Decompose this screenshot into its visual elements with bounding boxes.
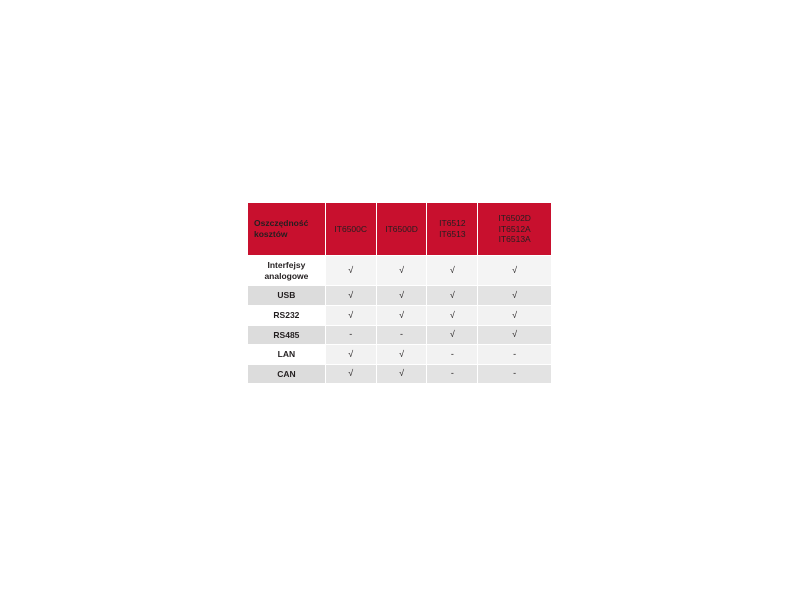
cell-value: √ (348, 265, 354, 275)
cell-value: √ (348, 348, 354, 359)
table-header-row (248, 203, 552, 256)
cell-value: √ (399, 348, 405, 359)
cell-can-model2 (376, 364, 427, 384)
cell-value: - (513, 368, 517, 379)
cell-usb-model1 (325, 286, 376, 306)
cell-lan-model3 (427, 345, 478, 365)
cell-value: √ (512, 265, 518, 275)
cell-rs485-model4 (478, 325, 552, 345)
cell-value: - (400, 329, 404, 340)
row-label-rs232 (248, 305, 326, 325)
row-label-analog-line-1: Interfejsy (267, 260, 306, 270)
cell-rs485-model1 (325, 325, 376, 345)
cell-rs232-model3 (427, 305, 478, 325)
row-label-lan (248, 345, 326, 365)
row-label-rs232-line-1: RS232 (273, 309, 300, 320)
cell-can-model1 (325, 364, 376, 384)
header-cell-model-3 (427, 203, 478, 256)
header-cell-category (248, 203, 326, 256)
table-row (248, 286, 552, 306)
cell-lan-model2 (376, 345, 427, 365)
header-model-4-line-2: IT6512A (498, 223, 531, 234)
cell-value: - (450, 368, 454, 379)
cell-value: - (349, 329, 353, 340)
row-label-rs485 (248, 325, 326, 345)
header-model-4-line-1: IT6502D (498, 213, 531, 224)
cell-value: √ (399, 309, 405, 320)
header-cell-model-4 (478, 203, 552, 256)
row-label-usb (248, 286, 326, 306)
cell-lan-model1 (325, 345, 376, 365)
cell-usb-model2 (376, 286, 427, 306)
table-row (248, 305, 552, 325)
table-row (248, 256, 552, 286)
cell-analog-model4 (478, 256, 552, 286)
cell-analog-model3 (427, 256, 478, 286)
cell-value: √ (399, 368, 405, 379)
header-model-2-line-1: IT6500D (385, 223, 418, 234)
cell-value: √ (399, 265, 405, 275)
cell-can-model3 (427, 364, 478, 384)
cell-value: √ (399, 289, 405, 300)
cell-can-model4 (478, 364, 552, 384)
table-row (248, 345, 552, 365)
cell-value: √ (512, 309, 518, 320)
spec-table-container (247, 202, 552, 384)
cell-rs232-model4 (478, 305, 552, 325)
header-category-line-1: Oszczędność (254, 218, 309, 229)
row-label-rs485-line-1: RS485 (273, 329, 300, 340)
cell-value: √ (512, 289, 518, 300)
cell-value: √ (512, 329, 518, 340)
header-cell-model-2 (376, 203, 427, 256)
table-header (248, 203, 552, 256)
header-model-4-line-3: IT6513A (498, 234, 531, 245)
row-label-analog (248, 256, 326, 286)
header-category-line-2: kosztów (254, 229, 288, 239)
cell-value: √ (348, 309, 354, 320)
cell-rs485-model3 (427, 325, 478, 345)
cell-value: √ (449, 309, 455, 320)
row-label-usb-line-1: USB (277, 290, 296, 301)
cell-analog-model1 (325, 256, 376, 286)
table-body (248, 256, 552, 384)
row-label-analog-line-2: analogowe (264, 270, 309, 281)
row-label-can-line-1: CAN (277, 368, 296, 379)
header-model-1-line-1: IT6500C (334, 223, 368, 234)
table-row (248, 364, 552, 384)
cell-value: √ (449, 289, 455, 300)
header-model-3-line-2: IT6513 (439, 229, 466, 239)
cell-value: - (513, 348, 517, 359)
cell-analog-model2 (376, 256, 427, 286)
cell-value: √ (348, 368, 354, 379)
row-label-lan-line-1: LAN (277, 349, 296, 360)
cell-rs232-model1 (325, 305, 376, 325)
cell-usb-model3 (427, 286, 478, 306)
cell-rs485-model2 (376, 325, 427, 345)
cell-value: √ (348, 289, 354, 300)
cell-lan-model4 (478, 345, 552, 365)
table-row (248, 325, 552, 345)
cell-value: - (450, 348, 454, 359)
header-model-3-line-1: IT6512 (439, 218, 466, 229)
cell-usb-model4 (478, 286, 552, 306)
row-label-can (248, 364, 326, 384)
cell-value: √ (449, 329, 455, 340)
interfaces-comparison-table (247, 202, 552, 384)
cell-rs232-model2 (376, 305, 427, 325)
header-cell-model-1 (325, 203, 376, 256)
cell-value: √ (449, 265, 455, 275)
